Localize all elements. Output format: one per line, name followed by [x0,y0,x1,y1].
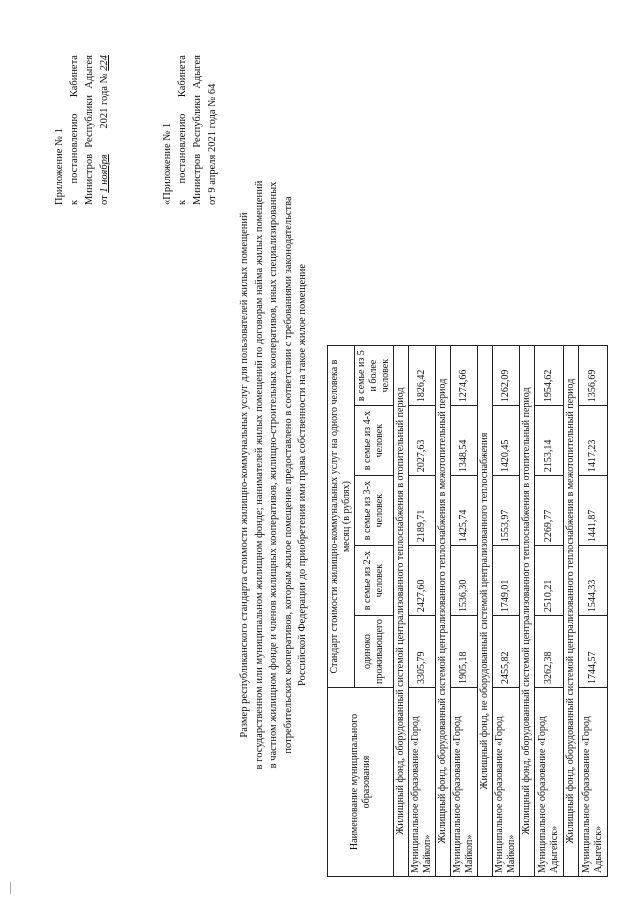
table-row [493,346,520,877]
value-cell: 2510,21 [535,546,564,616]
scan-edge-mark [10,882,11,894]
header-col-5: в семье из 5 и более человек [355,346,394,406]
header-col-2: в семье из 2-х человек [355,546,394,616]
appendix-old-k: к [177,199,188,205]
group-row: Жилищный фонд, оборудованный системой централизованного теплоснабжения в отопительный период [394,346,409,877]
value-cell: 1356,69 [579,346,608,406]
appendix-old-kab: Кабинета [177,55,188,98]
value-cell: 2455,82 [493,616,520,688]
header-col-3: в семье из 3-х человек [355,476,394,546]
appendix-old-block [160,55,220,205]
municipality-name: Муниципальное образование «Город Майкоп» [493,688,520,877]
document-title [238,130,311,820]
value-cell: 1274,66 [451,346,478,406]
group-row: Жилищный фонд, оборудованный системой централизованного теплоснабжения в межотопительный период [436,346,451,877]
appendix-old-title: «Приложение № 1 [162,122,173,205]
title-line: Российской Федерации до приобретения ими права собственности на такое жилое помещение [297,263,308,687]
value-cell: 1954,62 [535,346,564,406]
standard-cost-table [327,345,608,877]
appendix-new-kab: Кабинета [69,55,80,98]
appendix-old-ady: Адыгея [192,55,203,89]
value-cell: 1749,01 [493,546,520,616]
municipality-name: Муниципальное образование «Город Майкоп» [451,688,478,877]
appendix-new-min: Министров [84,153,95,205]
value-cell: 1826,42 [409,346,436,406]
appendix-new-ady: Адыгея [84,55,95,89]
value-cell: 1744,57 [579,616,608,688]
value-cell: 1425,74 [451,476,478,546]
value-cell: 1544,33 [579,546,608,616]
value-cell: 1348,54 [451,406,478,476]
municipality-name: Муниципальное образование «Город Майкоп» [409,688,436,877]
appendix-new-ot: от [99,195,110,205]
table-row [535,346,564,877]
table-header-row [328,346,355,877]
appendix-new-number-handwritten: 224 [99,55,110,71]
appendix-new-resp: Республики [84,94,95,148]
appendix-new-post: постановлению [69,113,80,184]
municipality-name: Муниципальное образование «Город Адыгейск» [579,688,608,877]
group-row: Жилищный фонд, не оборудованный системой централизованного теплоснабжения [478,346,493,877]
header-col-4: в семье из 4-х человек [355,406,394,476]
appendix-old-post: постановлению [177,113,188,184]
value-cell: 1417,23 [579,406,608,476]
appendix-old-min: Министров [192,153,203,205]
title-line: в государственном или муниципальном жилищном фонде; нанимателей жилых помещений по договорам найма жилых помещений [253,180,265,770]
header-col-1: одиноко проживающего [355,616,394,688]
appendix-old-resp: Республики [192,94,203,148]
value-cell: 2153,14 [535,406,564,476]
group-row: Жилищный фонд, оборудованный системой централизованного теплоснабжения в межотопительный период [564,346,579,877]
table-row [579,346,608,877]
title-line: Размер республиканского стандарта стоимости жилищно-коммунальных услуг для пользователей жилых помещений [239,212,250,738]
table-row [409,346,436,877]
value-cell: 2269,77 [535,476,564,546]
appendix-new-block [52,55,112,205]
value-cell: 1420,45 [493,406,520,476]
appendix-old-date: от 9 апреля 2021 года № 64 [207,83,218,205]
appendix-new-title: Приложение № 1 [54,128,65,205]
group-row: Жилищный фонд, оборудованный системой централизованного теплоснабжения в отопительный период [520,346,535,877]
value-cell: 2189,71 [409,476,436,546]
appendix-new-date-handwritten: 1 ноября [99,154,110,193]
value-cell: 1553,97 [493,476,520,546]
appendix-new-k: к [69,199,80,205]
value-cell: 1905,18 [451,616,478,688]
value-cell: 2427,60 [409,546,436,616]
appendix-new-year: 2021 года № [99,73,110,129]
title-line: в частном жилищном фонде и членов жилищных кооперативов, жилищно-строительных кооперативов, иных специализированных [268,181,279,769]
value-cell: 3305,79 [409,616,436,688]
value-cell: 1262,09 [493,346,520,406]
header-municipality: Наименование муниципального образования [328,688,394,877]
municipality-name: Муниципальное образование «Город Адыгейск» [535,688,564,877]
table-row [451,346,478,877]
title-line: потребительских кооперативов, которым жилое помещение предоставлено в соответствии с требованиями законодательства [282,196,294,754]
value-cell: 1441,87 [579,476,608,546]
value-cell: 2027,63 [409,406,436,476]
value-cell: 1536,30 [451,546,478,616]
value-cell: 3262,38 [535,616,564,688]
header-standard-group: Стандарт стоимости жилищно-коммунальных услуг на одного человека в месяц (в рублях) [328,346,355,688]
